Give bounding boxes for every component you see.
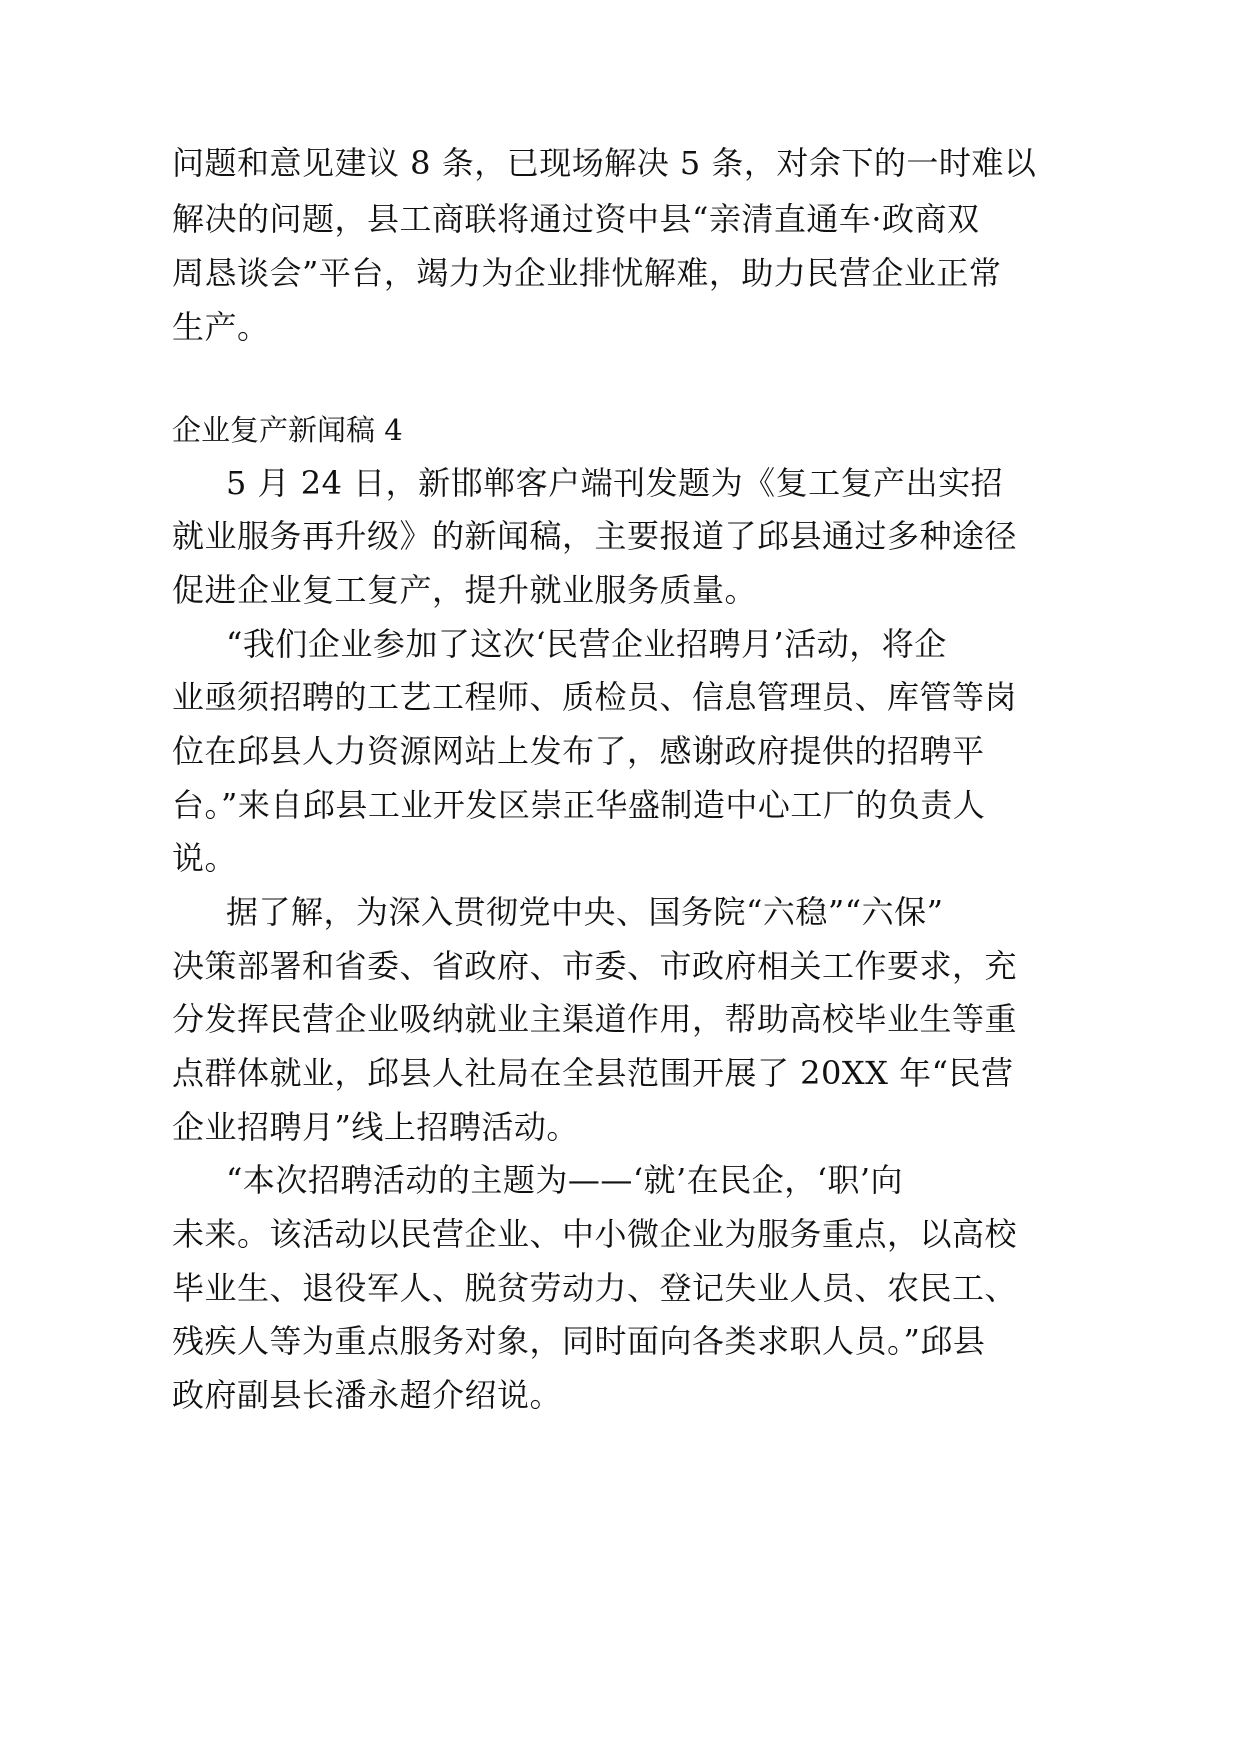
paragraph-5-line-5: 政府副县长潘永超介绍说。 bbox=[172, 1376, 563, 1414]
paragraph-4-line-5: 企业招聘月”线上招聘活动。 bbox=[172, 1108, 579, 1146]
paragraph-5-line-4: 残疾人等为重点服务对象，同时面向各类求职人员。”邱县 bbox=[172, 1322, 986, 1360]
paragraph-1-line-2: 解决的问题，县工商联将通过资中县“亲清直通车·政商双 bbox=[172, 200, 980, 238]
paragraph-4-line-2: 决策部署和省委、省政府、市委、市政府相关工作要求，充 bbox=[172, 947, 1018, 985]
paragraph-4-line-3: 分发挥民营企业吸纳就业主渠道作用，帮助高校毕业生等重 bbox=[172, 1000, 1018, 1038]
paragraph-2-line-2: 就业服务再升级》的新闻稿，主要报道了邱县通过多种途径 bbox=[172, 517, 1018, 555]
paragraph-5-line-3: 毕业生、退役军人、脱贫劳动力、登记失业人员、农民工、 bbox=[172, 1269, 1018, 1307]
paragraph-4-line-4: 点群体就业，邱县人社局在全县范围开展了 20XX 年“民营 bbox=[172, 1054, 1014, 1092]
paragraph-3-line-1: “我们企业参加了这次‘民营企业招聘月’活动，将企 bbox=[226, 625, 947, 663]
paragraph-1-line-3: 周恳谈会”平台，竭力为企业排忧解难，助力民营企业正常 bbox=[172, 254, 1002, 292]
paragraph-3-line-2: 业亟须招聘的工艺工程师、质检员、信息管理员、库管等岗 bbox=[172, 678, 1018, 716]
paragraph-5-line-2: 未来。该活动以民营企业、中小微企业为服务重点，以高校 bbox=[172, 1215, 1018, 1253]
paragraph-1-line-1: 问题和意见建议 8 条，已现场解决 5 条，对余下的一时难以 bbox=[172, 144, 1037, 182]
paragraph-4-line-1: 据了解，为深入贯彻党中央、国务院“六稳”“六保” bbox=[226, 893, 944, 931]
paragraph-2-line-3: 促进企业复工复产，提升就业服务质量。 bbox=[172, 571, 758, 609]
paragraph-3-line-5: 说。 bbox=[172, 839, 238, 877]
paragraph-1-line-4: 生产。 bbox=[172, 308, 270, 346]
section-title: 企业复产新闻稿 4 bbox=[172, 413, 403, 447]
paragraph-3-line-4: 台。”来自邱县工业开发区崇正华盛制造中心工厂的负责人 bbox=[172, 786, 986, 824]
paragraph-2-line-1: 5 月 24 日，新邯郸客户端刊发题为《复工复产出实招 bbox=[226, 464, 1004, 502]
paragraph-3-line-3: 位在邱县人力资源网站上发布了，感谢政府提供的招聘平 bbox=[172, 732, 985, 770]
paragraph-5-line-1: “本次招聘活动的主题为——‘就’在民企，‘职’向 bbox=[226, 1161, 904, 1199]
